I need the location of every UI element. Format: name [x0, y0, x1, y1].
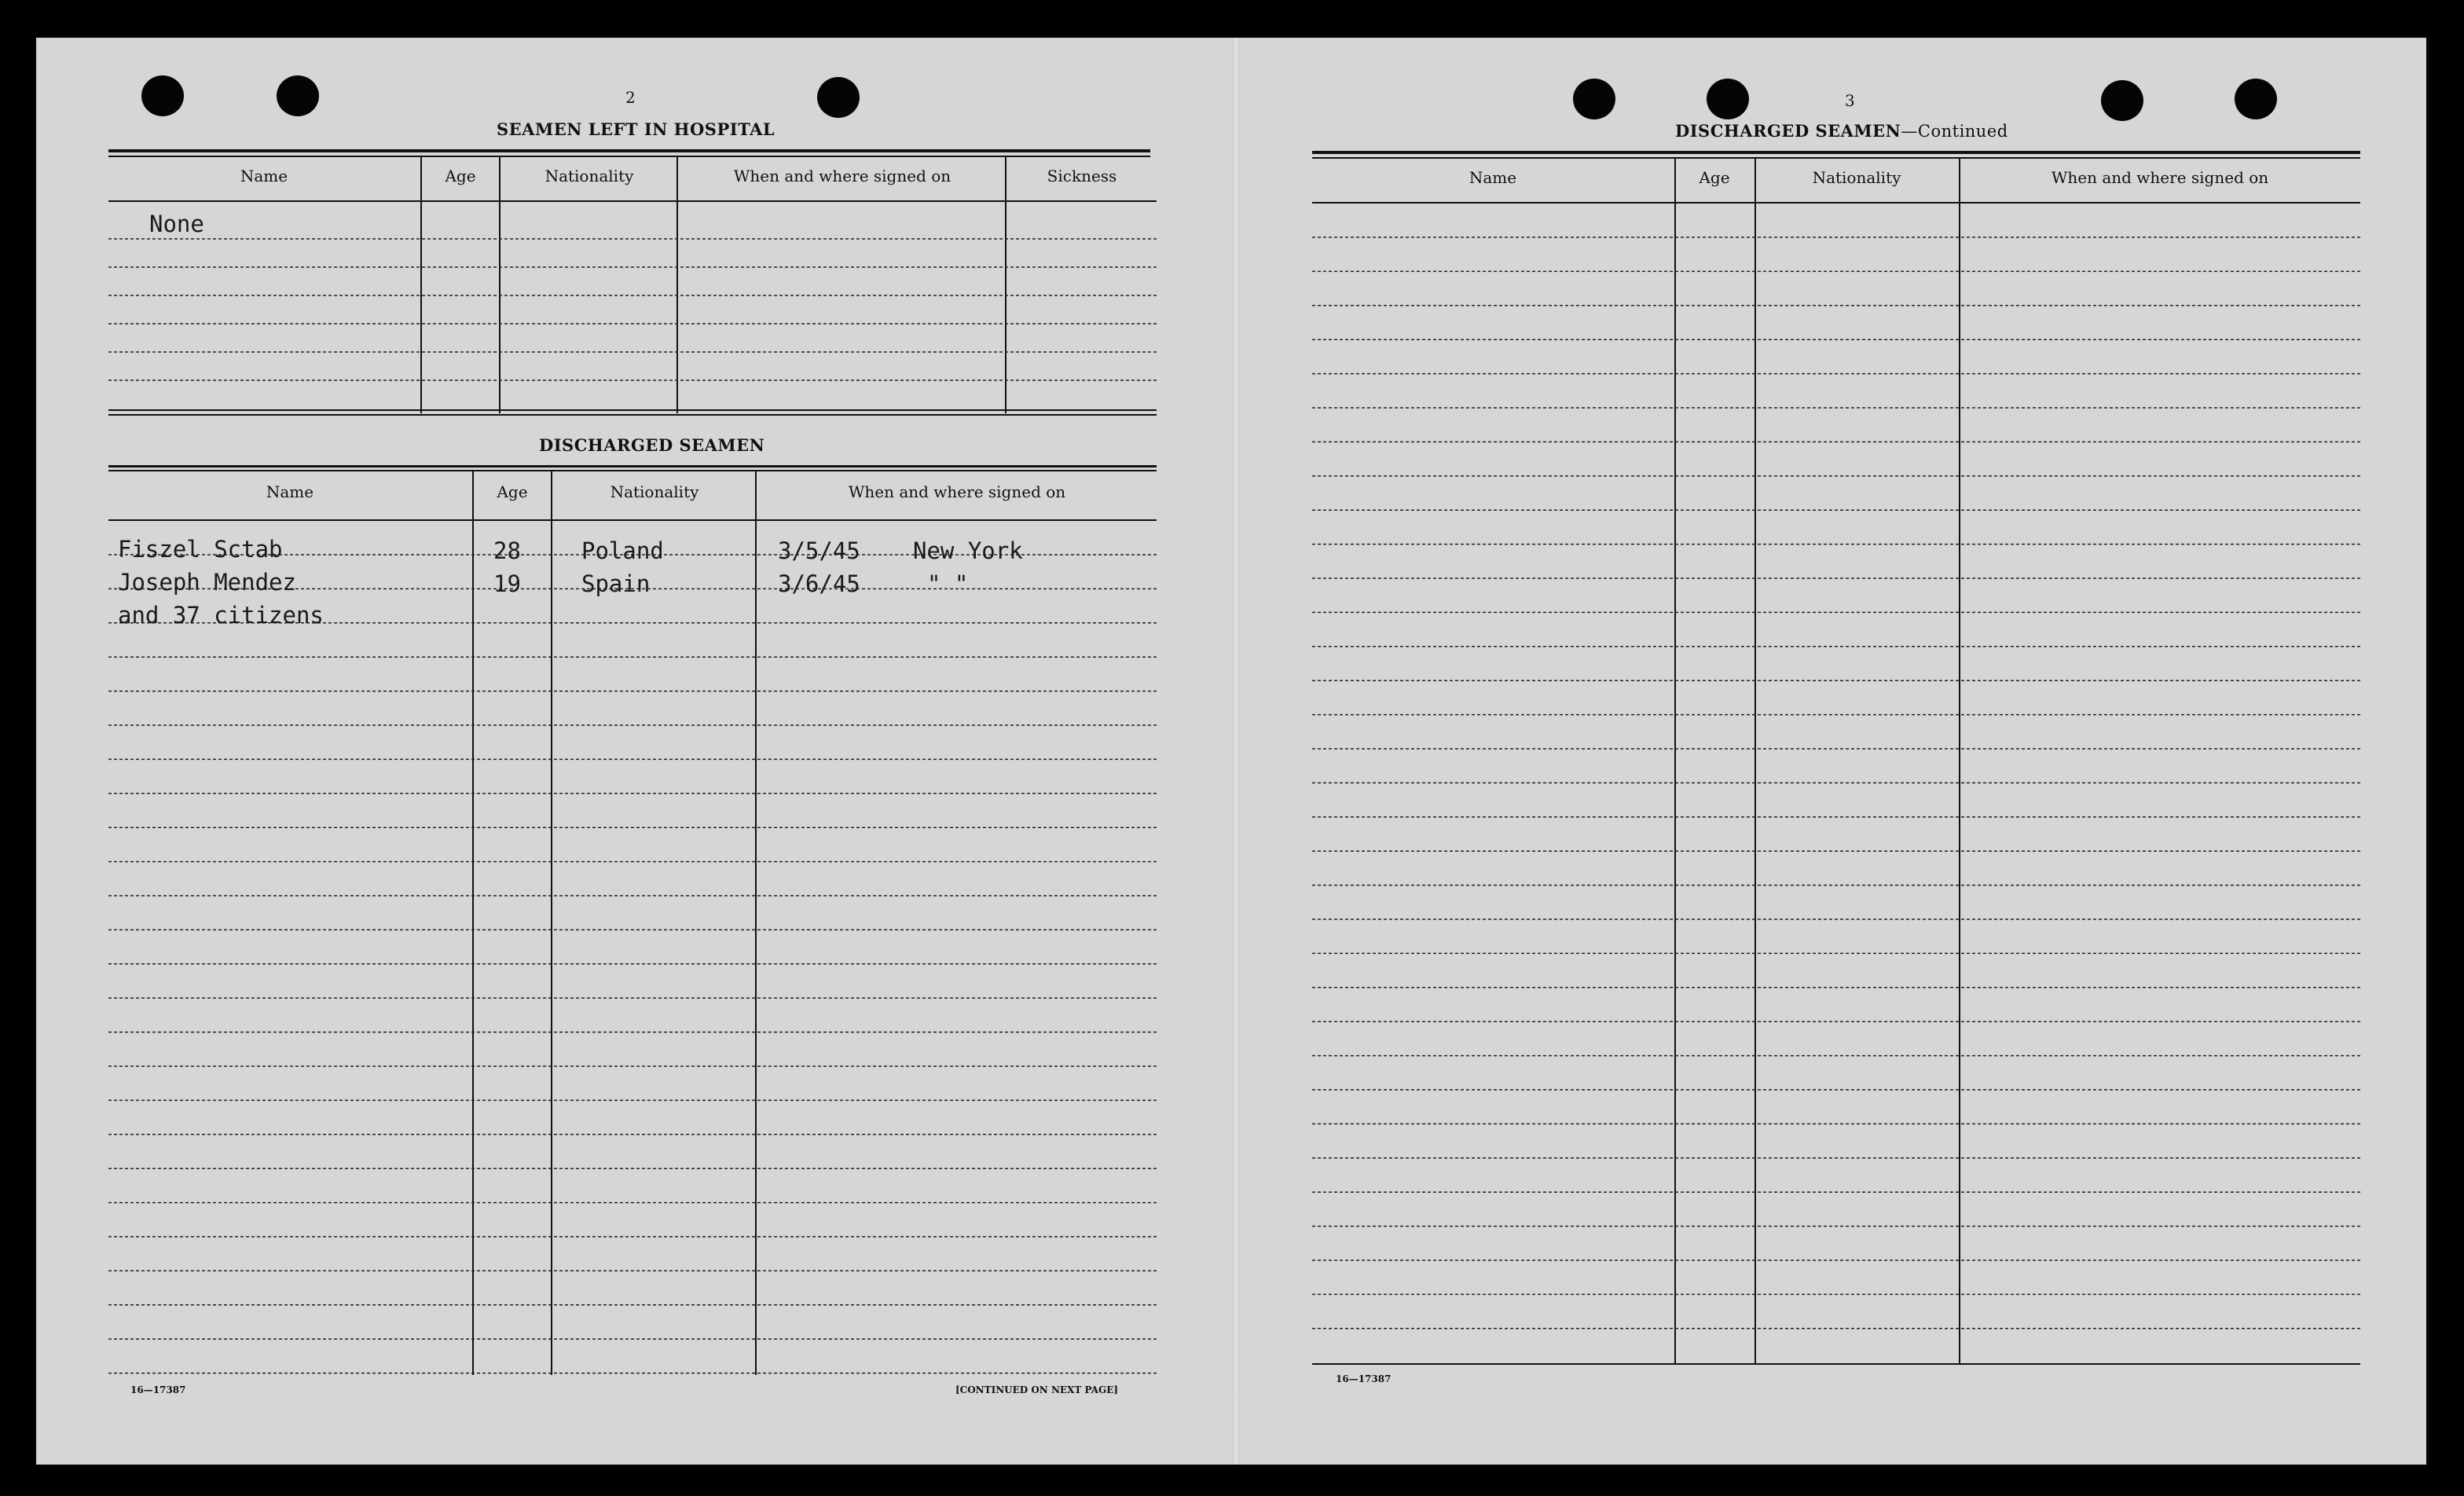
- column-header-age: Age: [445, 167, 476, 185]
- page-number: 2: [625, 88, 636, 107]
- form-number: 16—17387: [130, 1384, 186, 1395]
- column-header-name: Name: [240, 167, 288, 185]
- signed-on-place: " ": [927, 570, 969, 597]
- column-header-age: Age: [1699, 168, 1730, 187]
- title-continued: —Continued: [1901, 122, 2008, 141]
- column-header-signed-on: When and where signed on: [733, 167, 952, 185]
- column-header-age: Age: [497, 482, 528, 501]
- section-title-hospital: SEAMEN LEFT IN HOSPITAL: [497, 119, 776, 139]
- seaman-age: 19: [493, 570, 521, 597]
- column-header-nationality: Nationality: [610, 482, 699, 501]
- seaman-name: and 37 citizens: [118, 602, 324, 629]
- column-header-sickness: Sickness: [1047, 167, 1117, 185]
- continued-note: [CONTINUED ON NEXT PAGE]: [955, 1384, 1119, 1395]
- column-header-nationality: Nationality: [1812, 168, 1901, 187]
- signed-on-date: 3/5/45: [778, 537, 860, 564]
- seaman-nationality: Spain: [581, 570, 651, 597]
- seaman-name: Fiszel Sctab: [118, 536, 283, 563]
- signed-on-date: 3/6/45: [778, 570, 860, 597]
- seaman-age: 28: [493, 537, 521, 564]
- title-main: DISCHARGED SEAMEN: [1675, 121, 1901, 141]
- column-header-nationality: Nationality: [544, 167, 634, 185]
- section-title-discharged: DISCHARGED SEAMEN: [539, 435, 765, 455]
- form-number: 16—17387: [1336, 1373, 1392, 1384]
- column-header-name: Name: [266, 482, 314, 501]
- seaman-nationality: Poland: [581, 537, 664, 564]
- signed-on-place: New York: [913, 537, 1023, 564]
- seaman-name: Joseph Mendez: [118, 569, 296, 596]
- hospital-entry: None: [149, 211, 204, 237]
- column-header-name: Name: [1468, 168, 1517, 187]
- page-number: 3: [1845, 91, 1855, 110]
- column-header-signed-on: When and where signed on: [2051, 168, 2269, 187]
- column-header-signed-on: When and where signed on: [848, 482, 1066, 501]
